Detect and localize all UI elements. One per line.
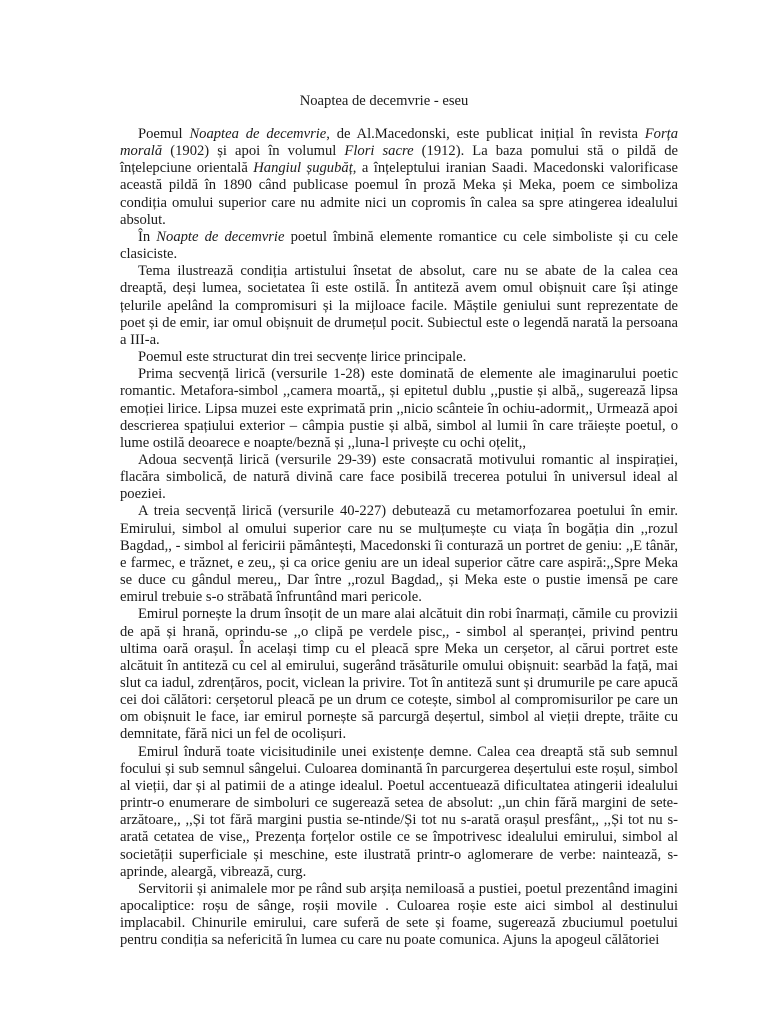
paragraph-text: Emirul pornește la drum însoțit de un mare alai alcătuit din robi înarmați, cămile cu provizii de apă și hrană, oprindu-se ,,o clipă pe verdele pisc,, - simbol al speranței, privind pentru ultima oară orașul. În același timp cu el pleacă spre Meka un cerșetor, al cărui portret este alcătuit în antiteză cu cel al emirului, sugerând trăsăturile omului obișnuit: searbăd la față, mai slut ca iadul, zdrențăros, pocit, viclean la privire. Tot în antiteză sunt și drumurile pe care apucă cei doi călători: cerșetorul pleacă pe un drum ce cotește, simbol al compromisurilor pe care un om obișnuit le face, iar emirul pornește să parcurgă deșertul, simbol al vieții drepte, trăite cu demnitate, fără nici un fel de ocolișuri.	[120, 606, 678, 743]
document-body	[120, 126, 678, 950]
paragraph	[120, 229, 678, 263]
paragraph-text: Emirul îndură toate vicisitudinile unei existențe demne. Calea cea dreaptă stă sub semnul focului și sub semnul sângelui. Culoarea dominantă în parcurgerea deșertului este roșul, simbol al vieții, dar și al patimii de a atinge idealul. Poetul accentuează dificultatea atingerii idealului printr-o enumerare de simboluri ce sugerează setea de absolut: ,,un chin fără margini de sete-arzătoare,, ,,Și tot fără margini pustia se-ntinde/Și tot nu s-arată orașul presfânt,, ,,Și tot nu s-arată cetatea de vise,, Prezența forțelor ostile ce se împotrivesc idealului emirului, simbol al societății superficiale și meschine, este ilustrată printr-o aglomerare de verbe: naintează, s-aprinde, aleargă, vibrează, curg.	[120, 743, 678, 880]
paragraph-text: (1902) și apoi în volumul	[162, 143, 345, 160]
paragraph-text: Poemul este structurat din trei secvențe lirice principale.	[138, 349, 467, 366]
italic-title-text: Hangiul șugubăț	[253, 160, 353, 177]
paragraph	[120, 606, 678, 743]
paragraph	[120, 881, 678, 950]
paragraph-text: poetul îmbină elemente romantice cu cele simboliste și cu cele clasiciste.	[120, 228, 679, 263]
italic-title-text: Flori sacre	[344, 143, 414, 160]
paragraph	[120, 366, 678, 452]
italic-title-text: Noaptea de decemvrie	[189, 126, 327, 142]
paragraph-text: Servitorii și animalele mor pe rând sub arșița nemiloasă a pustiei, poetul prezentând imagini apocaliptice: roșu de sânge, roșii movile . Culoarea roșie este aici simbol al destinului implacabil. Chinurile emirului, care suferă de sete și foame, sugerează zbuciumul poetului pentru condiția sa nefericită în lumea cu care nu poate comunica. Ajuns la apogeul călătoriei	[120, 880, 678, 949]
italic-title-text: Noapte de decemvrie	[156, 228, 285, 245]
paragraph-text: În	[138, 228, 157, 245]
paragraph-text: Poemul	[138, 126, 190, 142]
paragraph	[120, 263, 678, 349]
paragraph	[120, 126, 678, 229]
paragraph	[120, 452, 678, 503]
paragraph-text: Adoua secvență lirică (versurile 29-39) este consacrată motivului romantic al inspirației, flacăra simbolică, de natură divină care face posibilă trecerea potului în universul ideal al poeziei.	[120, 451, 678, 503]
paragraph-text: Prima secvență lirică (versurile 1-28) este dominată de elemente ale imaginarului poetic romantic. Metafora-simbol ,,camera moartă,, și epitetul dublu ,,pustie și albă,, sugerează lipsa emoției lirice. Lipsa muzei este exprimată prin ,,nicio scânteie în ochiu-adormit,, Urmează apoi descrierea spațiului exterior – câmpia pustie și albă, simbol al lumii în care trăiește poetul, o lume ostilă deoarece e noapte/beznă și ,,luna-l privește cu ochi oțelit,,	[120, 366, 678, 451]
paragraph-text: , de Al.Macedonski, este publicat inițial în revista	[326, 126, 645, 142]
document-title: Noaptea de decemvrie - eseu	[299, 93, 469, 109]
italic-title-text: Forța morală	[120, 126, 678, 160]
paragraph-text: Tema ilustrează condiția artistului însetat de absolut, care nu se abate de la calea cea dreaptă, deși lumea, societatea îi este ostilă. În antiteză avem omul obișnuit care își atinge țelurile apelând la compromisuri și la mijloace facile. Măștile geniului sunt reprezentate de poet și de emir, iar omul obișnuit de drumețul pocit. Subiectul este o legendă narată la persoana a III-a.	[120, 263, 678, 348]
paragraph-text: A treia secvență lirică (versurile 40-227) debutează cu metamorfozarea poetului în emir. Emirului, simbol al omului superior care nu se mulțumește cu viața în bogăția din ,,rozul Bagdad,, - simbol al fericirii pământești, Macedonski îi conturază un portret de geniu: ,,E tânăr, e farmec, e trăznet, e zeu,, și ca orice geniu are un ideal superior către care aspiră:,,Spre Meka se duce cu gândul mereu,, Dar între ,,rozul Bagdad,, și Meka este o pustie imensă pe care emirul trebuie s-o străbată înfruntând mari pericole.	[120, 503, 678, 606]
paragraph	[120, 503, 678, 606]
paragraph	[120, 744, 678, 881]
paragraph-text: , a înțeleptului iranian Saadi. Macedonski valorificase această pildă în 1890 când publicase poemul în proză Meka și Meka, poem ce simboliza condiția omului superior care nu admite nici un copromis în calea sa spre atingerea idealului absolut.	[120, 160, 678, 228]
paragraph-text: (1912). La baza pomului stă o pildă de înțelepciune orientală	[120, 143, 678, 177]
paragraph	[120, 349, 678, 366]
